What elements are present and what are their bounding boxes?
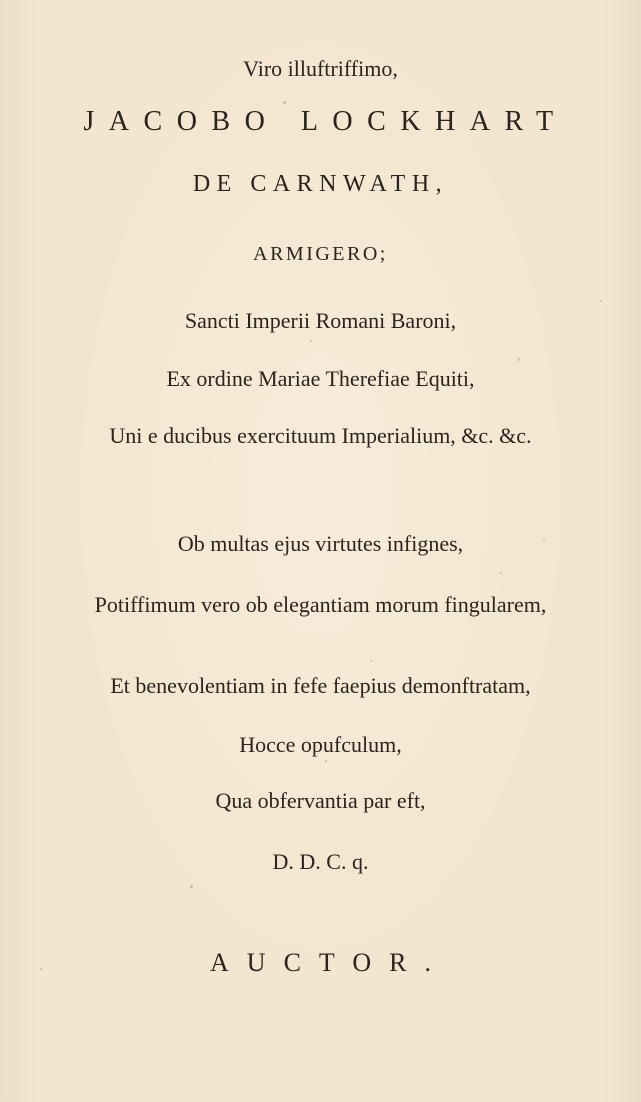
reason-line-3: Et benevolentiam in fefe faepius demonftratam,	[110, 673, 531, 698]
offering-line-1: Hocce opufculum,	[239, 732, 402, 757]
paper-speck	[370, 660, 372, 662]
paper-speck	[325, 760, 327, 762]
author-signature: AUCTOR.	[210, 948, 449, 977]
dedicatee-name: JACOBO LOCKHART	[83, 106, 568, 137]
dedicatee-rank: ARMIGERO;	[253, 243, 388, 265]
paper-speck	[518, 358, 520, 361]
paper-speck	[283, 101, 286, 104]
dedicatory-formula: D. D. C. q.	[272, 849, 369, 874]
offering-line-2: Qua obfervantia par eft,	[215, 788, 426, 813]
reason-line-2: Potiffimum vero ob elegantiam morum fingularem,	[94, 592, 547, 617]
dedicatee-place: DE CARNWATH,	[192, 171, 449, 197]
paper-speck	[310, 340, 312, 342]
salutation-line: Viro illuftriffimo,	[243, 56, 398, 81]
paper-speck	[600, 300, 602, 302]
paper-speck	[40, 968, 42, 970]
reason-line-1: Ob multas ejus virtutes infignes,	[177, 531, 464, 556]
title-line-2: Ex ordine Mariae Therefiae Equiti,	[166, 366, 475, 391]
title-line-1: Sancti Imperii Romani Baroni,	[184, 308, 457, 333]
paper-speck	[190, 885, 193, 888]
paper-speck	[500, 572, 502, 574]
title-line-3: Uni e ducibus exercituum Imperialium, &c. &c.	[109, 423, 532, 448]
paper-speck	[543, 538, 545, 540]
